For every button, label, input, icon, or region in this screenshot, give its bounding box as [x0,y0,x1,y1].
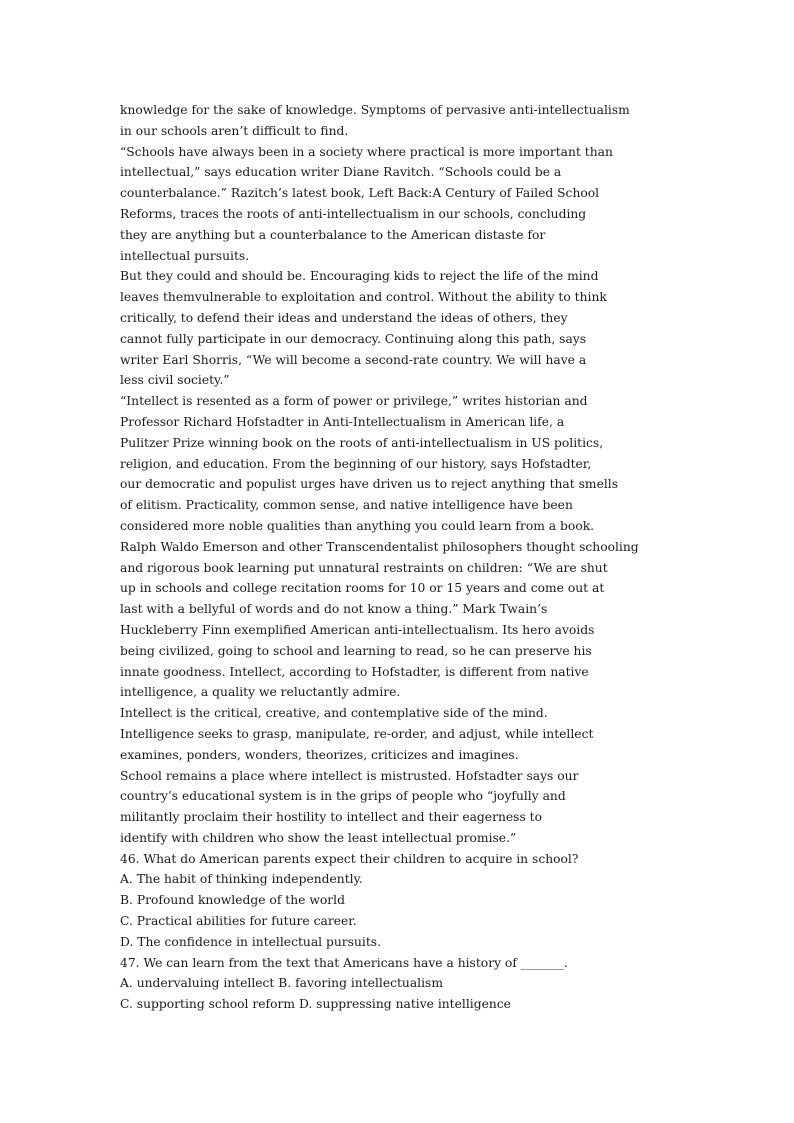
answer-option: A. undervaluing intellect B. favoring intellectualism [120,976,444,991]
answer-option: A. The habit of thinking independently. [120,872,363,887]
passage-line: being civilized, going to school and learning to read, so he can preserve his [120,643,592,658]
passage-line: examines, ponders, wonders, theorizes, criticizes and imagines. [120,747,519,762]
passage-line: critically, to defend their ideas and understand the ideas of others, they [120,310,568,325]
passage-line: religion, and education. From the beginning of our history, says Hofstadter, [120,456,592,471]
passage-line: Ralph Waldo Emerson and other Transcendentalist philosophers thought schooling [120,539,639,554]
passage-line: School remains a place where intellect is mistrusted. Hofstadter says our [120,768,579,783]
passage-line: in our schools aren’t difficult to find. [120,123,349,138]
question-stem: 46. What do American parents expect their children to acquire in school? [120,851,579,866]
passage-line: “Intellect is resented as a form of power or privilege,” writes historian and [120,394,588,409]
passage-line: Intellect is the critical, creative, and contemplative side of the mind. [120,706,548,721]
passage-line: counterbalance.” Razitch’s latest book, Left Back:A Century of Failed School [120,186,600,201]
passage-line: up in schools and college recitation rooms for 10 or 15 years and come out at [120,581,605,596]
passage-line: Reforms, traces the roots of anti-intellectualism in our schools, concluding [120,206,587,221]
passage-line: knowledge for the sake of knowledge. Symptoms of pervasive anti-intellectualism [120,103,630,117]
passage-line: of elitism. Practicality, common sense, and native intelligence have been [120,498,573,513]
passage-line: Professor Richard Hofstadter in Anti-Intellectualism in American life, a [120,414,565,429]
passage-line: “Schools have always been in a society where practical is more important than [120,144,613,159]
passage-line: considered more noble qualities than anything you could learn from a book. [120,518,595,533]
passage-line: Intelligence seeks to grasp, manipulate, re-order, and adjust, while intellect [120,726,594,741]
passage-line: last with a bellyful of words and do not know a thing.” Mark Twain’s [120,602,548,617]
passage-line: and rigorous book learning put unnatural restraints on children: “We are shut [120,560,608,575]
question-46 [120,849,685,953]
passage-line: intellectual,” says education writer Diane Ravitch. “Schools could be a [120,165,562,180]
question-47 [120,953,685,1015]
passage-line: innate goodness. Intellect, according to Hofstadter, is different from native [120,664,589,679]
passage-line: militantly proclaim their hostility to intellect and their eagerness to [120,810,543,825]
passage-line: they are anything but a counterbalance to the American distaste for [120,227,546,242]
passage [120,100,685,849]
document-page [120,100,685,1015]
passage-line: writer Earl Shorris, “We will become a second-rate country. We will have a [120,352,587,367]
passage-line: intelligence, a quality we reluctantly admire. [120,685,401,700]
passage-line: leaves themvulnerable to exploitation and control. Without the ability to think [120,290,607,305]
passage-line: less civil society.” [120,373,230,388]
passage-line: country’s educational system is in the grips of people who “joyfully and [120,789,566,804]
answer-option: D. The confidence in intellectual pursuits. [120,934,381,949]
passage-line: Huckleberry Finn exemplified American anti-intellectualism. Its hero avoids [120,622,595,637]
passage-line: intellectual pursuits. [120,248,250,263]
passage-line: But they could and should be. Encouraging kids to reject the life of the mind [120,269,599,284]
answer-option: B. Profound knowledge of the world [120,893,345,908]
passage-line: cannot fully participate in our democracy. Continuing along this path, says [120,331,587,346]
answer-option: C. Practical abilities for future career. [120,914,357,929]
answer-option: C. supporting school reform D. suppressing native intelligence [120,997,511,1012]
question-stem: 47. We can learn from the text that Americans have a history of _______. [120,955,568,970]
passage-line: identify with children who show the least intellectual promise.” [120,830,517,845]
passage-line: our democratic and populist urges have driven us to reject anything that smells [120,477,619,492]
passage-line: Pulitzer Prize winning book on the roots of anti-intellectualism in US politics, [120,435,604,450]
